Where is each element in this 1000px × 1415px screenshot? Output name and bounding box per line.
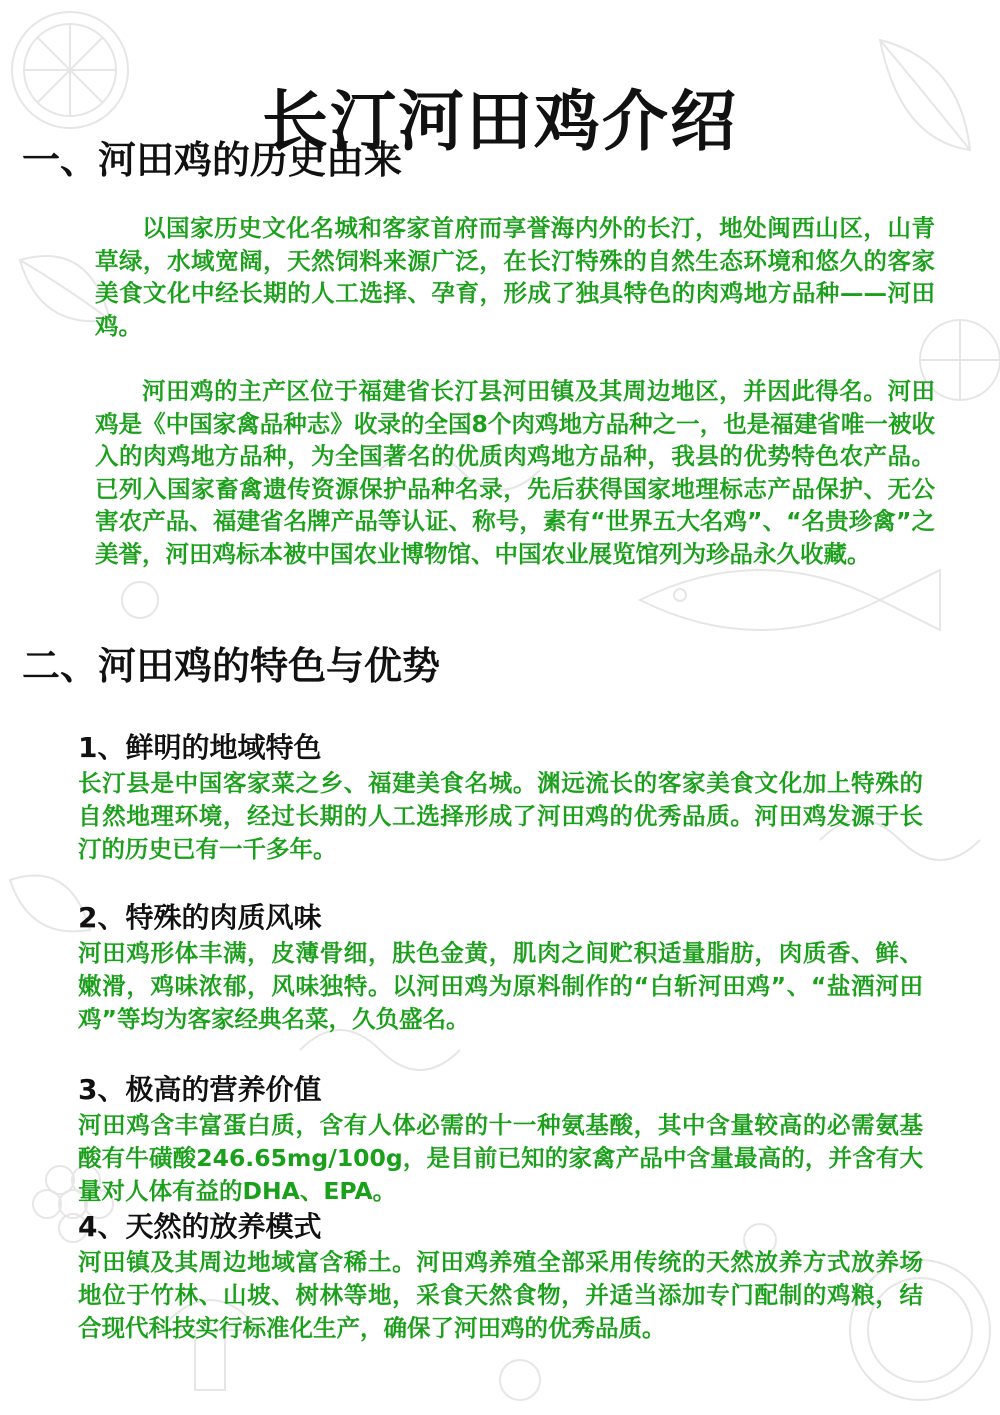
feature-text-nutrition: 河田鸡含丰富蛋白质，含有人体必需的十一种氨基酸，其中含量较高的必需氨基酸有牛磺酸246.65mg/100g，是目前已知的家禽产品中含量最高的，并含有大量对人体有益的DHA、EPA。 bbox=[78, 1111, 923, 1205]
page-title: 长汀河田鸡介绍 bbox=[262, 83, 738, 161]
feature-heading-flavor: 2、特殊的肉质风味 bbox=[78, 901, 322, 934]
feature-text-regional: 长汀县是中国客家菜之乡、福建美食名城。渊远流长的客家美食文化加上特殊的自然地理环境，经过长期的人工选择形成了河田鸡的优秀品质。河田鸡发源于长汀的历史已有一千多年。 bbox=[78, 769, 923, 863]
feature-text-flavor: 河田鸡形体丰满，皮薄骨细，肤色金黄，肌肉之间贮积适量脂肪，肉质香、鲜、嫩滑，鸡味浓郁，风味独特。以河田鸡为原料制作的“白斩河田鸡”、“盐酒河田鸡”等均为客家经典名菜，久负盛名。 bbox=[78, 939, 923, 1033]
history-paragraph: 河田鸡的主产区位于福建省长汀县河田镇及其周边地区，并因此得名。河田鸡是《中国家禽品种志》收录的全国8个肉鸡地方品种之一，也是福建省唯一被收入的肉鸡地方品种，为全国著名的优质肉鸡地方品种，我县的优势特色农产品。已列入国家畜禽遗传资源保护品种名录，先后获得国家地理标志产品保护、无公害农产品、福建省名牌产品等认证、称号，素有“世界五大名鸡”、“名贵珍禽”之美誉，河田鸡标本被中国农业博物馆、中国农业展览馆列为珍品永久收藏。 bbox=[95, 377, 935, 568]
history-paragraph: 以国家历史文化名城和客家首府而享誉海内外的长汀，地处闽西山区，山青草绿，水域宽阔，天然饲料来源广泛，在长汀特殊的自然生态环境和悠久的客家美食文化中经长期的人工选择、孕育，形成了独具特色的肉鸡地方品种——河田鸡。 bbox=[95, 214, 935, 340]
feature-heading-nutrition: 3、极高的营养价值 bbox=[78, 1073, 322, 1106]
section-heading-features: 二、河田鸡的特色与优势 bbox=[22, 644, 441, 688]
section-heading-history: 一、河田鸡的历史由来 bbox=[22, 138, 403, 182]
feature-heading-regional: 1、鲜明的地域特色 bbox=[78, 731, 322, 764]
feature-heading-free-range: 4、天然的放养模式 bbox=[78, 1210, 322, 1243]
feature-text-free-range: 河田镇及其周边地域富含稀土。河田鸡养殖全部采用传统的天然放养方式放养场地位于竹林、山坡、树林等地，采食天然食物，并适当添加专门配制的鸡粮，结合现代科技实行标准化生产，确保了河田鸡的优秀品质。 bbox=[78, 1248, 923, 1342]
